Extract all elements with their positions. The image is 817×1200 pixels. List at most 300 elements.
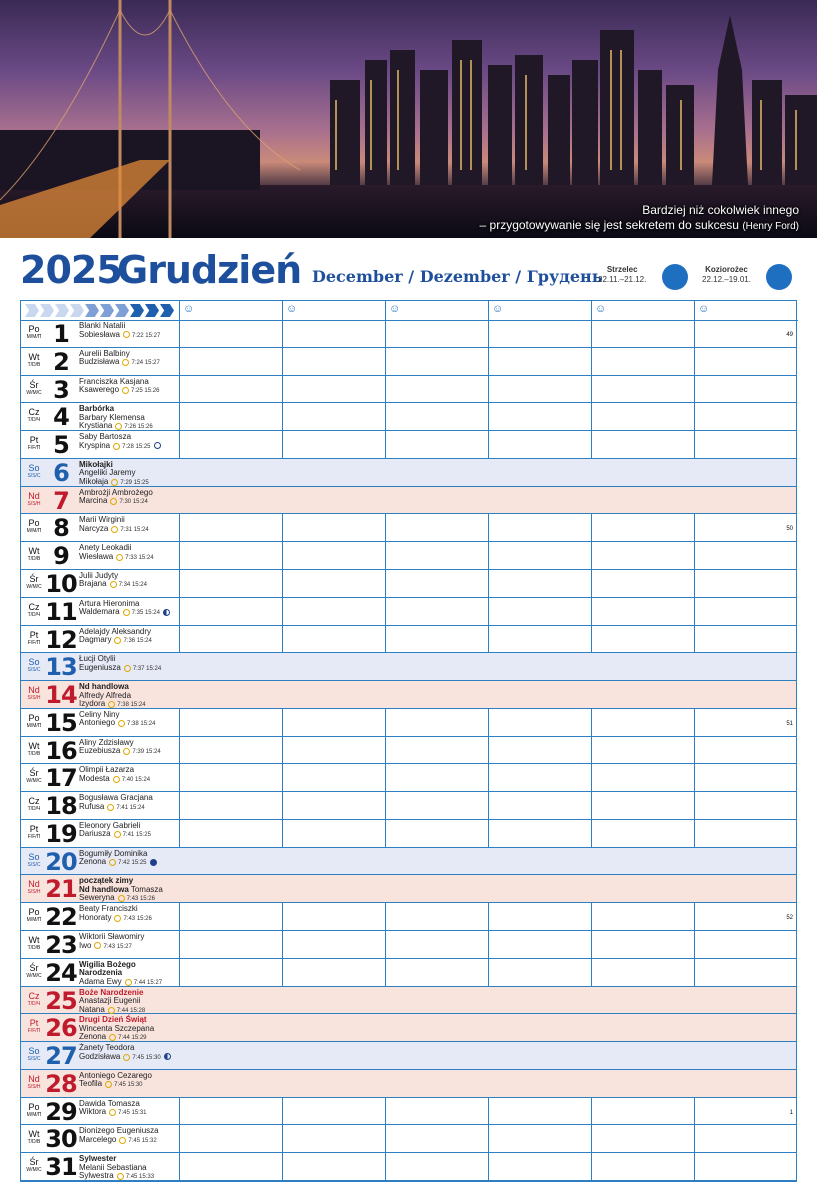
weekday-label [23,1103,45,1119]
day-number: 24 [45,958,77,987]
sunset-time: 15:24 [138,554,154,561]
holiday-label: Mikołajki [79,459,113,469]
sunrise-time: 7:40 [121,776,134,783]
weekday-translations: W/M/С [26,389,42,396]
name-days [79,1044,171,1062]
day-row[interactable] [21,1070,796,1098]
weekday-label [23,714,45,730]
day-number: 18 [45,792,77,821]
calendar-header [0,238,817,300]
weekday-translations: M/M/П [26,1111,42,1118]
day-number: 23 [45,931,77,960]
sun-icon [107,804,114,811]
sunset-time: 15:31 [131,1110,147,1117]
sunrise-time: 7:44 [133,979,146,986]
zodiac-capricorn [702,265,751,285]
zodiac-dates: 22.12.–19.01. [702,275,751,284]
sun-icon [124,665,131,672]
chevron-decoration [145,304,159,317]
sun-icon [109,1034,116,1041]
sun-icon [111,479,118,486]
sunrise-time: 7:45 [114,1082,126,1089]
name-days [79,378,159,396]
name-day-names: Blanki Natalii [79,321,126,330]
sunset-time: 15:26 [144,388,160,395]
name-days [79,655,161,673]
name-day-line-2 [79,580,147,590]
moon-phase-icon [164,1053,171,1060]
name-day-names-2: Seweryna [79,893,115,903]
weekday-translations: S/S/С [27,1056,41,1063]
sun-times [123,610,160,616]
weekday-translations: F/F/П [27,1028,41,1035]
name-days [79,544,154,562]
day-row[interactable] [21,681,796,709]
day-number: 19 [45,819,77,848]
weekday-short: Wt [28,351,40,362]
name-days [79,516,149,534]
weekday-label [23,353,45,369]
sunrise-time: 7:34 [118,582,131,589]
name-days [79,350,160,368]
day-row[interactable] [21,1014,796,1042]
weekday-label [23,1075,45,1091]
sunset-time: 15:27 [144,360,160,367]
sunset-time: 15:26 [139,896,155,903]
sunrise-time: 7:45 [118,1110,130,1117]
sun-icon [108,1007,115,1014]
name-day-names: Barbary Klemensa [79,412,145,422]
day-number: 25 [45,986,77,1015]
sunset-time: 15:25 [133,479,149,486]
weekday-short: Śr [29,1157,39,1168]
week-number: 50 [786,526,793,533]
name-day-names: Łucji Otylii [79,654,116,664]
name-days [79,405,153,432]
day-number: 12 [45,625,77,654]
sunset-time: 15:27 [116,943,132,950]
day-row[interactable] [21,764,796,792]
sun-icon [123,1054,130,1061]
quote-author: (Henry Ford) [742,221,799,232]
day-row[interactable] [21,459,796,487]
sunset-time: 15:24 [140,721,156,728]
zodiac-dates: 22.11.–21.12. [598,275,647,284]
day-row[interactable] [21,1125,796,1153]
day-number: 1 [53,320,69,348]
sunrise-time: 7:39 [132,749,145,756]
name-day-names: Anety Leokadii [79,543,132,553]
day-row[interactable] [21,987,796,1015]
weekday-short: Po [28,907,40,918]
day-number: 29 [45,1097,77,1126]
name-day-names-2: Budzisława [79,357,120,367]
day-row[interactable] [21,487,796,515]
weekday-translations: T/D/Ч [27,417,41,424]
day-row[interactable] [21,1042,796,1070]
day-row[interactable] [21,348,796,376]
weekday-label [23,769,45,785]
weekday-short: So [28,1046,40,1057]
weekday-translations: S/S/С [27,667,41,674]
sunset-time: 15:30 [127,1082,143,1089]
chevron-decoration [70,304,84,317]
name-days [79,905,152,923]
day-row[interactable] [21,598,796,626]
name-day-line-2 [79,719,155,729]
name-days [79,572,147,590]
day-row[interactable] [21,709,796,737]
day-number: 22 [45,903,77,932]
day-row[interactable] [21,820,796,848]
name-day-names: Bogusława Gracjana [79,793,153,803]
weekday-short: Wt [28,546,40,557]
day-row[interactable] [21,514,796,542]
weekday-short: Po [28,518,40,529]
sunset-time: 15:24 [144,610,160,617]
sunset-time: 15:24 [135,776,151,783]
weekday-label [23,825,45,841]
day-number: 5 [53,431,69,460]
smiley-icon: ☺ [595,303,607,315]
sunrise-time: 7:37 [132,665,145,672]
name-day-line-2 [79,1108,147,1118]
chevron-decoration [40,304,54,317]
name-days [79,683,146,710]
name-days [79,711,155,729]
moon-phase-icon [163,609,170,616]
moon-phase-icon [150,859,157,866]
name-day-names: Żanety Teodora [79,1043,135,1053]
name-day-names: Melanii Sebastiana [79,1162,147,1172]
day-row[interactable] [21,653,796,681]
sun-times [108,1008,145,1014]
sunrise-time: 7:38 [127,721,139,728]
sunset-time: 15:24 [129,804,145,811]
name-day-names-2: Brajana [79,579,107,589]
sun-icon [110,581,117,588]
weekday-translations: S/S/С [27,472,41,479]
day-row[interactable] [21,403,796,431]
month-other-languages: December / Dezember / Грудень [312,267,603,286]
sunrise-time: 7:30 [119,499,132,506]
weekday-translations: T/D/В [27,361,41,368]
day-number: 2 [53,347,69,376]
day-row[interactable] [21,875,796,903]
day-number: 6 [53,458,69,487]
name-day-names: Artura Hieronima [79,598,140,608]
sunset-time: 15:24 [145,749,161,756]
sunset-time: 15:25 [135,443,151,450]
weekday-short: Śr [29,573,39,584]
weekday-label [23,631,45,647]
weekday-short: Śr [29,768,39,779]
name-day-line-2 [79,775,150,785]
sunrise-time: 7:35 [131,610,144,617]
weekday-label [23,575,45,591]
sun-times [107,805,144,811]
name-day-names-2: Wiktora [79,1107,107,1117]
sun-times [113,444,150,450]
sunset-time: 15:24 [130,702,146,709]
weekday-short: Pt [29,1018,39,1029]
name-days [79,1155,154,1182]
name-day-line-2 [79,1172,154,1182]
sunset-time: 15:24 [131,582,147,589]
day-row[interactable] [21,792,796,820]
name-day-names: Wincenta Szczepana [79,1023,155,1033]
sun-times [109,860,146,866]
name-day-line-2 [79,1053,171,1063]
weekday-short: Nd [28,685,40,696]
sunrise-time: 7:41 [116,804,129,811]
sun-times [114,638,151,644]
weekday-translations: T/D/В [27,945,41,952]
day-row[interactable] [21,626,796,654]
name-day-names: Adelajdy Aleksandry [79,626,152,636]
grid-header [21,301,798,321]
sunset-time: 15:27 [147,979,163,986]
name-days [79,877,163,904]
weekday-short: Nd [28,1073,40,1084]
name-day-names-2: Marcina [79,496,108,506]
day-row[interactable] [21,320,796,348]
sun-times [125,980,162,986]
sunrise-time: 7:43 [126,896,139,903]
name-day-line-2 [79,942,144,952]
holiday-label: Boże Narodzenie [79,987,144,997]
day-number: 15 [45,708,77,737]
name-day-names-2: Rufusa [79,801,105,811]
name-day-names: Saby Bartosza [79,432,132,442]
day-number: 10 [45,569,77,598]
month-title: Grudzień [117,248,302,292]
chevron-decoration [130,304,144,317]
name-day-names-2: Mikołaja [79,476,109,486]
weekday-label [23,436,45,452]
name-day-line-2 [79,386,159,396]
name-days [79,961,162,988]
day-number: 16 [45,736,77,765]
name-day-line-2 [79,497,153,507]
day-row[interactable] [21,376,796,404]
day-row[interactable] [21,431,796,459]
name-day-names: Eleonory Gabrieli [79,820,141,830]
sunset-time: 15:24 [132,499,148,506]
name-days [79,461,149,488]
sun-times [109,1110,146,1116]
weekday-label [23,519,45,535]
sunset-time: 15:30 [145,1054,161,1061]
sun-icon [114,915,121,922]
sun-icon [108,701,115,708]
name-day-line-2 [79,803,153,813]
sun-times [111,480,148,486]
weekday-label [23,381,45,397]
sun-times [116,555,153,561]
sun-icon [109,1109,116,1116]
sunrise-time: 7:36 [123,638,136,645]
name-day-names: Olimpii Łazarza [79,765,135,775]
day-row[interactable] [21,959,796,987]
weekday-translations: T/D/Ч [27,611,41,618]
sunrise-time: 7:33 [125,554,137,561]
sun-icon [118,720,125,727]
name-day-names-2: Ksawerego [79,385,120,395]
name-day-line-2 [79,553,154,563]
weekday-translations: S/S/Н [27,695,41,702]
name-day-names-2: Narcyza [79,523,109,533]
day-row[interactable] [21,903,796,931]
zodiac-name: Koziorożec [705,265,748,274]
day-row[interactable] [21,848,796,876]
name-day-names-2: Krystiana [79,421,113,431]
day-number: 7 [53,486,69,515]
name-days [79,433,161,451]
chevron-decoration [25,304,39,317]
sunrise-time: 7:42 [118,860,130,867]
sun-icon [115,423,122,430]
sunset-time: 15:27 [145,332,161,339]
name-day-names-2: Natana [79,1004,105,1014]
sun-icon [113,776,120,783]
name-days [79,933,144,951]
name-days [79,1072,152,1090]
year: 2025 [20,248,122,292]
day-number: 3 [53,375,69,404]
sunrise-time: 7:38 [117,702,129,709]
name-day-names-2: Eugeniusza [79,662,121,672]
weekday-label [23,603,45,619]
sun-times [118,896,155,902]
holiday-label: Sylwester [79,1154,117,1164]
name-days [79,600,170,618]
sunset-time: 15:26 [137,424,153,431]
sun-icon [116,554,123,561]
day-row[interactable] [21,1098,796,1126]
name-days [79,850,157,868]
sunrise-time: 7:45 [132,1054,145,1061]
name-day-names-2: Euzebiusza [79,746,121,756]
weekday-translations: S/S/Н [27,500,41,507]
day-row[interactable] [21,570,796,598]
weekday-translations: M/M/П [26,528,42,535]
day-number: 13 [45,653,77,682]
weekday-label [23,1019,45,1035]
holiday-label: Barbórka [79,404,115,414]
weekday-short: Cz [28,990,40,1001]
name-day-names-2: Sobiesława [79,329,120,339]
day-row[interactable] [21,737,796,765]
name-day-names: Bogumiły Dominika [79,848,148,858]
name-day-names: Marii Wirginii [79,515,125,525]
sunrise-time: 7:22 [131,332,144,339]
quote-line-2-text: – przygotowywanie się jest sekretem do sukcesu [479,218,739,232]
weekday-short: So [28,657,40,668]
name-day-names-2: Teofila [79,1079,103,1089]
sunrise-time: 7:28 [122,443,134,450]
weekday-translations: S/S/Н [27,1083,41,1090]
weekday-translations: T/D/Ч [27,1000,41,1007]
sun-times [119,1138,156,1144]
weekday-short: Pt [29,629,39,640]
weekday-short: Cz [28,796,40,807]
name-day-names-2: Zenona [79,857,107,867]
sun-icon [122,359,129,366]
name-day-names: Celiny Niny [79,709,120,719]
day-number: 26 [45,1014,77,1043]
weekday-short: Nd [28,879,40,890]
name-day-names-2: Waldemara [79,607,120,617]
name-day-names: Dawida Tomasza [79,1098,140,1108]
name-day-names-2: Zenona [79,1032,107,1042]
name-day-names: Franciszka Kasjana [79,376,149,386]
day-row[interactable] [21,931,796,959]
sun-times [114,832,151,838]
sun-times [94,944,131,950]
sunset-time: 15:28 [130,1007,146,1014]
weekday-short: Wt [28,935,40,946]
day-number: 9 [53,542,69,571]
name-day-line-2 [79,747,161,757]
weekday-translations: F/F/П [27,833,41,840]
name-day-names-2: Honoraty [79,912,112,922]
sunrise-time: 7:44 [118,1035,130,1042]
quote [480,203,799,234]
name-days [79,739,161,757]
chevron-decoration [85,304,99,317]
weekday-translations: M/M/П [26,722,42,729]
sunset-time: 15:25 [135,832,151,839]
sun-times [110,499,147,505]
weekday-label [23,686,45,702]
chevron-decoration [100,304,114,317]
sun-times [122,360,159,366]
weekday-label [23,492,45,508]
weekday-short: Wt [28,740,40,751]
name-day-line-2 [79,608,170,618]
weekday-label [23,408,45,424]
sunset-time: 15:24 [136,638,152,645]
holiday-label: początek zimy [79,876,134,886]
weekday-label [23,547,45,563]
name-day-names-2: Wiesława [79,551,114,561]
day-row[interactable] [21,1153,796,1181]
quote-line-1: Bardziej niż cokolwiek innego [642,203,799,217]
name-day-names-2: Iwo [79,940,92,950]
holiday-label-2: Narodzenia [79,968,123,978]
name-day-names-2: Modesta [79,773,110,783]
weekday-label [23,1047,45,1063]
sunrise-time: 7:24 [131,360,144,367]
sun-times [114,916,151,922]
sun-icon [123,748,130,755]
day-number: 20 [45,847,77,876]
chevron-decoration [115,304,129,317]
sun-icon [114,831,121,838]
weekday-translations: T/D/Ч [27,806,41,813]
day-row[interactable] [21,542,796,570]
weekday-translations: W/M/С [26,1167,42,1174]
holiday-label-2: Nd handlowa [79,884,129,894]
sunset-time: 15:33 [139,1174,155,1181]
weekday-short: Cz [28,601,40,612]
weekday-translations: M/M/П [26,917,42,924]
sun-icon [114,637,121,644]
name-days [79,322,160,340]
name-days [79,989,145,1016]
sun-icon [125,979,132,986]
